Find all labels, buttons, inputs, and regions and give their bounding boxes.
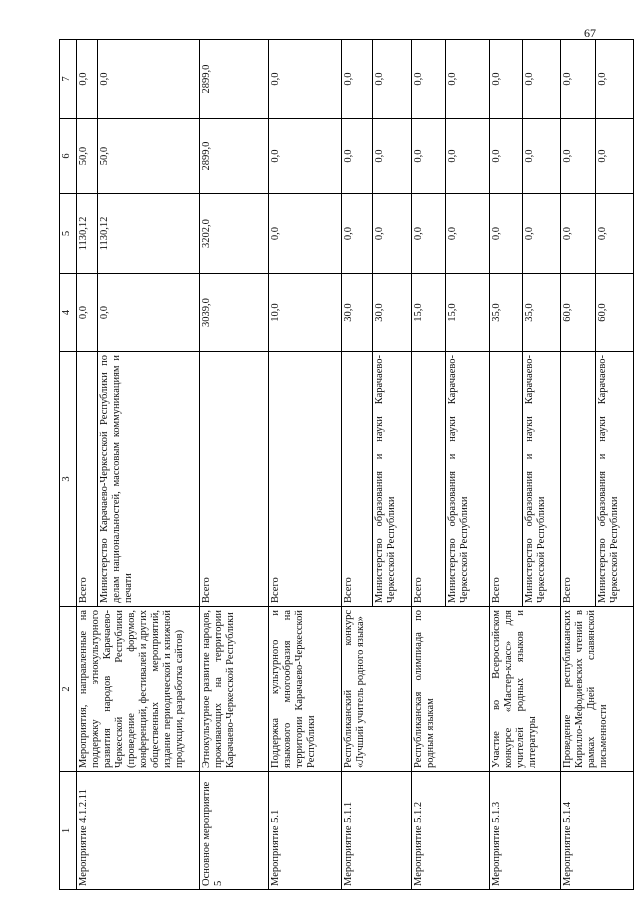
value-col7: 0,0 [77,40,98,119]
value-col6: 50,0 [77,119,98,194]
funding-source: Всего [77,352,98,607]
header-cell: 7 [60,40,77,119]
budget-table [59,39,634,890]
activity-id: Мероприятие 5.1.1 [341,772,412,890]
value-col4: 15,0 [445,274,489,352]
value-col5: 0,0 [341,194,372,274]
activity-id: Мероприятие 5.1.3 [489,772,560,890]
funding-source: Министерство Карачаево-Черкесской Республики по делам национальностей, массовым коммуникациям и печати [97,352,199,607]
value-col6: 0,0 [596,119,634,194]
value-col5: 0,0 [445,194,489,274]
value-col7: 0,0 [596,40,634,119]
activity-name: Поддержка культурного и языкового многообразия на территории Карачаево-Черкесской Республики [268,607,341,772]
value-col4: 60,0 [596,274,634,352]
value-col7: 0,0 [445,40,489,119]
value-col4: 35,0 [489,274,522,352]
table-row [77,40,98,890]
value-col6: 0,0 [268,119,341,194]
value-col6: 2899,0 [199,119,268,194]
funding-source: Министерство образования и науки Карачаево-Черкесской Республики [596,352,634,607]
funding-source: Министерство образования и науки Карачаево-Черкесской Республики [372,352,412,607]
value-col6: 0,0 [372,119,412,194]
funding-source: Министерство образования и науки Карачаево-Черкесской Республики [523,352,561,607]
activity-name: Этнокультурное развитие народов, проживающих на территории Карачаево-Черкесской Республики [199,607,268,772]
header-cell: 3 [60,352,77,607]
funding-source: Всего [560,352,595,607]
funding-source: Всего [199,352,268,607]
value-col6: 0,0 [341,119,372,194]
value-col6: 0,0 [412,119,445,194]
value-col5: 0,0 [268,194,341,274]
value-col7: 0,0 [268,40,341,119]
value-col5: 0,0 [372,194,412,274]
value-col7: 0,0 [97,40,199,119]
value-col5: 0,0 [596,194,634,274]
page-number: 67 [584,26,596,40]
activity-name: Республиканский конкурс «Лучший учитель родного языка» [341,607,412,772]
header-row [60,40,77,890]
activity-id: Мероприятие 4.1.2.11 [77,772,200,890]
value-col4: 0,0 [97,274,199,352]
value-col4: 10,0 [268,274,341,352]
value-col6: 0,0 [560,119,595,194]
value-col5: 0,0 [489,194,522,274]
header-cell: 4 [60,274,77,352]
value-col7: 0,0 [523,40,561,119]
value-col4: 35,0 [523,274,561,352]
activity-name: Мероприятия, направленные на поддержку этнокультурного развития народов Карачаево-Черкесской Республики (проведение форумов, конференций, фестивалей и других общественных мероприятий, издание периодической и книжной продукции, разработка сайтов) [77,607,200,772]
value-col7: 0,0 [412,40,445,119]
activity-id: Мероприятие 5.1.2 [412,772,490,890]
table-row [199,40,268,890]
header-cell: 2 [60,607,77,772]
table-rotated-container [59,40,634,890]
table-row [489,40,522,890]
table-row [560,40,595,890]
value-col4: 0,0 [77,274,98,352]
value-col7: 0,0 [560,40,595,119]
value-col7: 2899,0 [199,40,268,119]
value-col7: 0,0 [372,40,412,119]
activity-name: Участие во Всероссийском конкурсе «Мастер-класс» для учителей родных языков и литературы [489,607,560,772]
value-col6: 0,0 [489,119,522,194]
activity-name: Проведение республиканских Кирилло-Мефодиевских чтений в рамках Дней славянской письменности [560,607,633,772]
activity-name: Республиканская олимпиада по родным языкам [412,607,490,772]
funding-source: Министерство образования и науки Карачаево-Черкесской Республики [445,352,489,607]
activity-id: Мероприятие 5.1.4 [560,772,633,890]
table-row [341,40,372,890]
activity-id: Мероприятие 5.1 [268,772,341,890]
value-col4: 3039,0 [199,274,268,352]
value-col7: 0,0 [341,40,372,119]
value-col5: 0,0 [412,194,445,274]
funding-source: Всего [341,352,372,607]
value-col4: 15,0 [412,274,445,352]
value-col6: 50,0 [97,119,199,194]
table-row [412,40,445,890]
activity-id: Основное мероприятие 5 [199,772,268,890]
funding-source: Всего [489,352,522,607]
value-col6: 0,0 [445,119,489,194]
value-col5: 0,0 [523,194,561,274]
value-col4: 60,0 [560,274,595,352]
value-col4: 30,0 [372,274,412,352]
header-cell: 5 [60,194,77,274]
value-col7: 0,0 [489,40,522,119]
value-col5: 0,0 [560,194,595,274]
funding-source: Всего [268,352,341,607]
value-col5: 1130,12 [77,194,98,274]
value-col5: 1130,12 [97,194,199,274]
header-cell: 6 [60,119,77,194]
value-col6: 0,0 [523,119,561,194]
value-col5: 3202,0 [199,194,268,274]
value-col4: 30,0 [341,274,372,352]
funding-source: Всего [412,352,445,607]
header-cell: 1 [60,772,77,890]
table-row [268,40,341,890]
